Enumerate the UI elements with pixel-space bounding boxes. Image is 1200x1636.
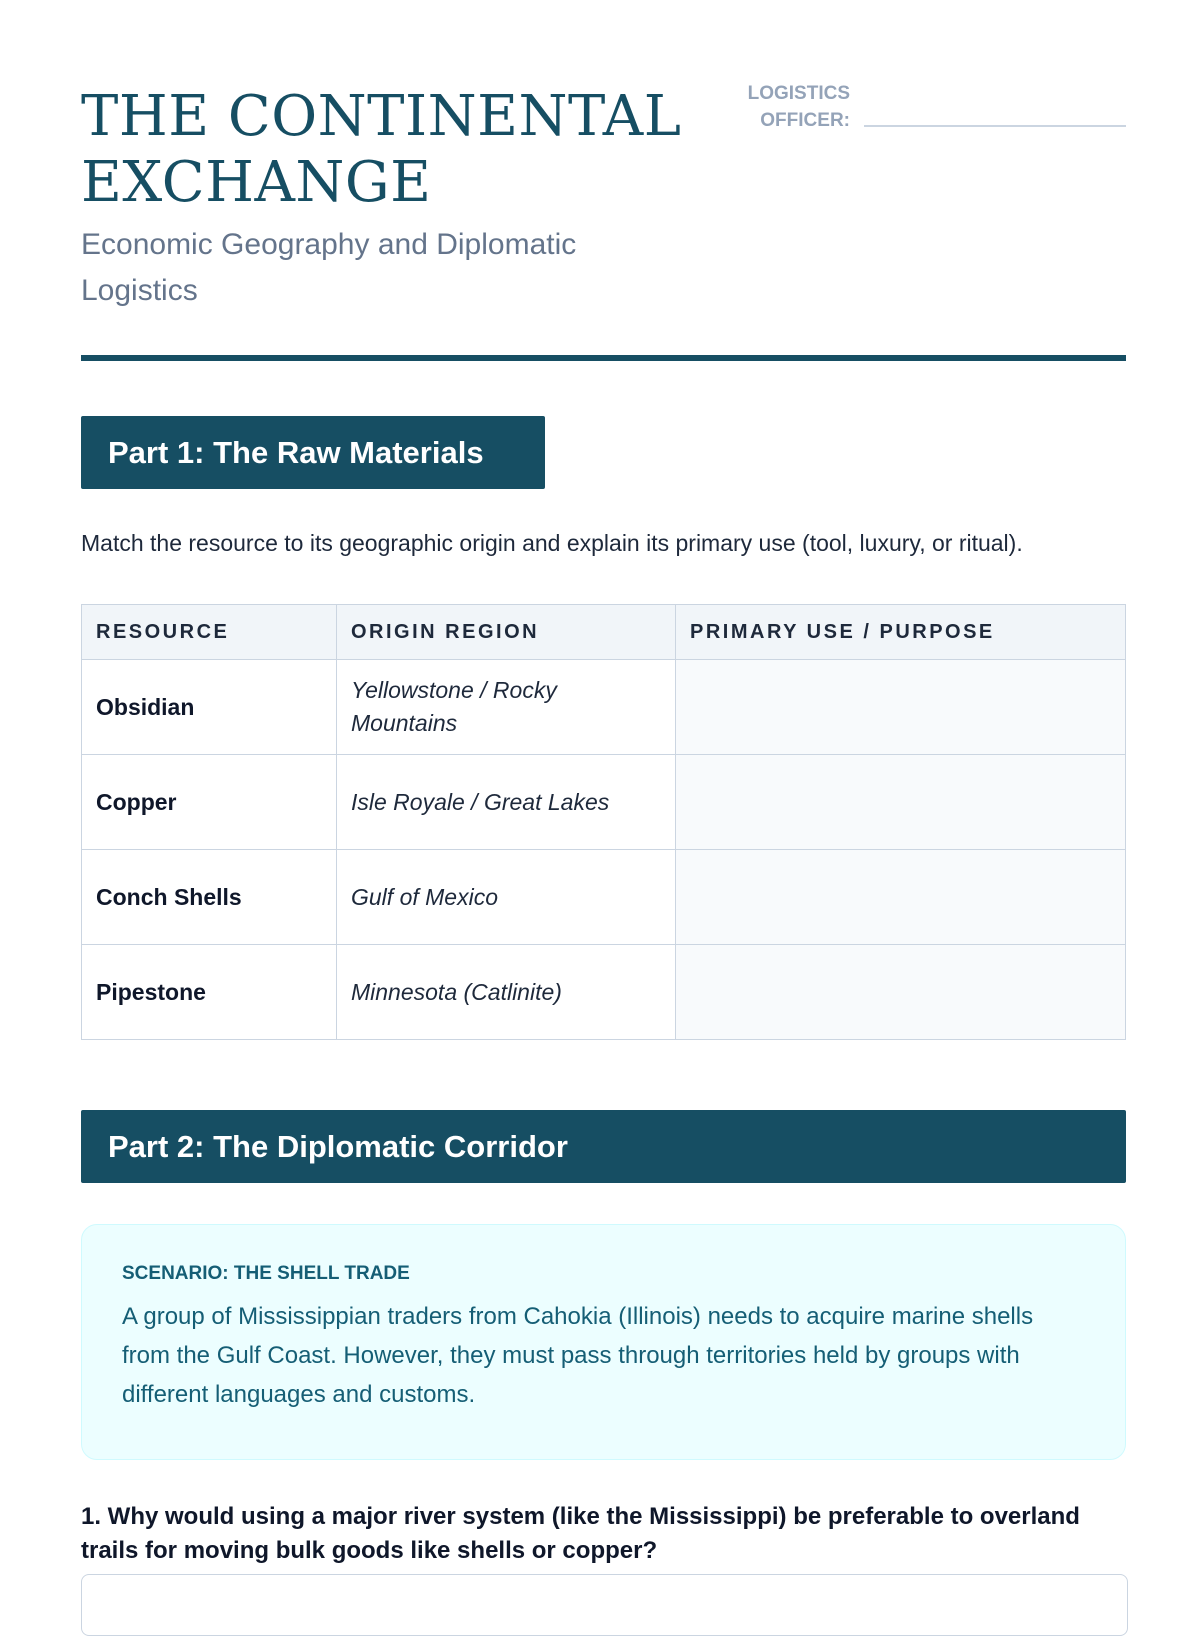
resource-cell: Pipestone: [82, 945, 337, 1040]
table-row: [82, 755, 1126, 850]
table-row: [82, 850, 1126, 945]
use-input-cell[interactable]: [676, 850, 1126, 945]
worksheet-title: THE CONTINENTAL EXCHANGE: [81, 84, 682, 215]
column-header-use: PRIMARY USE / PURPOSE: [676, 605, 1126, 660]
worksheet-subtitle: Economic Geography and Diplomatic Logistics: [81, 228, 577, 307]
scenario-label: SCENARIO: THE SHELL TRADE: [122, 1263, 410, 1284]
use-input-cell[interactable]: [676, 945, 1126, 1040]
origin-cell: Minnesota (Catlinite): [337, 945, 676, 1040]
column-header-resource: RESOURCE: [82, 605, 337, 660]
table-row: [82, 660, 1126, 755]
resource-cell: Copper: [82, 755, 337, 850]
scenario-box: [81, 1224, 1126, 1460]
header-divider: [81, 355, 1126, 361]
table-row: [82, 945, 1126, 1040]
part1-heading: Part 1: The Raw Materials: [81, 416, 545, 489]
origin-cell: Yellowstone / Rocky Mountains: [337, 660, 676, 755]
logistics-officer-label: LOGISTICS OFFICER:: [747, 83, 850, 131]
question-1: 1. Why would using a major river system (like the Mississippi) be preferable to overland trails for moving bulk goods like shells or copper?: [81, 1503, 1080, 1564]
resource-cell: Obsidian: [82, 660, 337, 755]
resources-table: [81, 604, 1126, 1040]
logistics-officer-field[interactable]: [864, 125, 1126, 127]
table-header-row: [82, 605, 1126, 660]
answer-1-field[interactable]: [81, 1574, 1128, 1636]
origin-cell: Gulf of Mexico: [337, 850, 676, 945]
origin-cell: Isle Royale / Great Lakes: [337, 755, 676, 850]
resource-cell: Conch Shells: [82, 850, 337, 945]
use-input-cell[interactable]: [676, 755, 1126, 850]
scenario-text: A group of Mississippian traders from Cahokia (Illinois) needs to acquire marine shells from the Gulf Coast. However, they must pass through territories held by groups with different languages and customs.: [122, 1303, 1034, 1408]
part2-heading: Part 2: The Diplomatic Corridor: [81, 1110, 1126, 1183]
column-header-origin: ORIGIN REGION: [337, 605, 676, 660]
use-input-cell[interactable]: [676, 660, 1126, 755]
part1-instructions: Match the resource to its geographic origin and explain its primary use (tool, luxury, or ritual).: [81, 530, 1023, 556]
